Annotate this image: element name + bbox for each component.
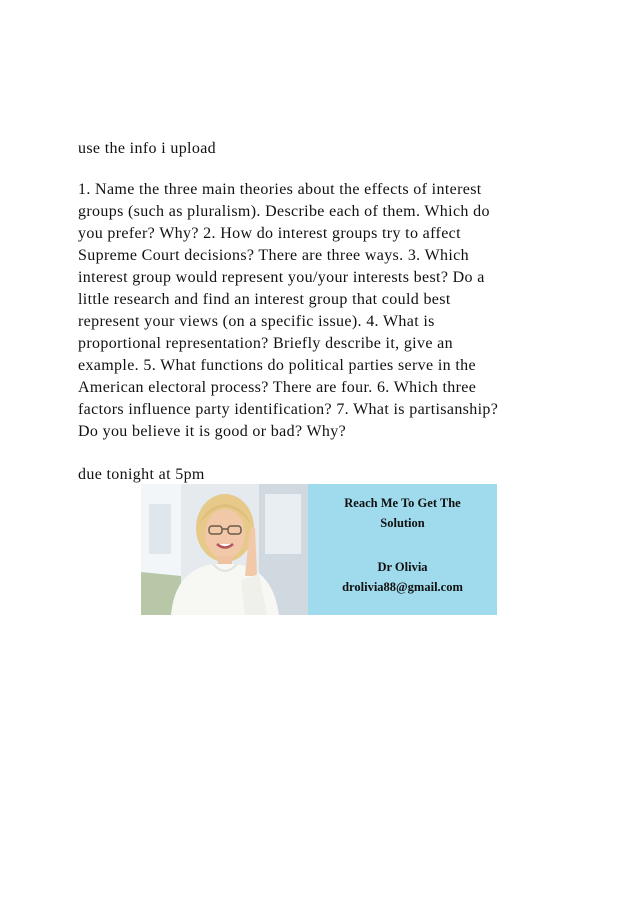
question-line: 1. Name the three main theories about the effects of interest xyxy=(78,181,482,198)
woman-photo xyxy=(141,484,308,615)
question-line: example. 5. What functions do political parties serve in the xyxy=(78,357,476,374)
question-line: you prefer? Why? 2. How do interest groups try to affect xyxy=(78,225,461,242)
banner-contact-email: drolivia88@gmail.com xyxy=(342,580,463,594)
question-line: interest group would represent you/your interests best? Do a xyxy=(78,269,485,286)
contact-info-box xyxy=(308,484,497,615)
question-line: little research and find an interest group that could best xyxy=(78,291,451,308)
due-text: due tonight at 5pm xyxy=(78,466,205,483)
contact-banner xyxy=(141,484,497,615)
question-line: American electoral process? There are four. 6. Which three xyxy=(78,379,477,396)
question-line: Supreme Court decisions? There are three ways. 3. Which xyxy=(78,247,469,264)
question-line: factors influence party identification? 7. What is partisanship? xyxy=(78,401,499,418)
question-line: groups (such as pluralism). Describe each of them. Which do xyxy=(78,203,490,220)
question-line: proportional representation? Briefly describe it, give an xyxy=(78,335,453,352)
intro-text: use the info i upload xyxy=(78,140,216,157)
banner-headline-line1: Reach Me To Get The xyxy=(344,496,461,510)
question-line: Do you believe it is good or bad? Why? xyxy=(78,423,347,440)
banner-headline-line2: Solution xyxy=(380,516,425,530)
question-line: represent your views (on a specific issue). 4. What is xyxy=(78,313,435,330)
banner-contact-name: Dr Olivia xyxy=(377,560,428,574)
